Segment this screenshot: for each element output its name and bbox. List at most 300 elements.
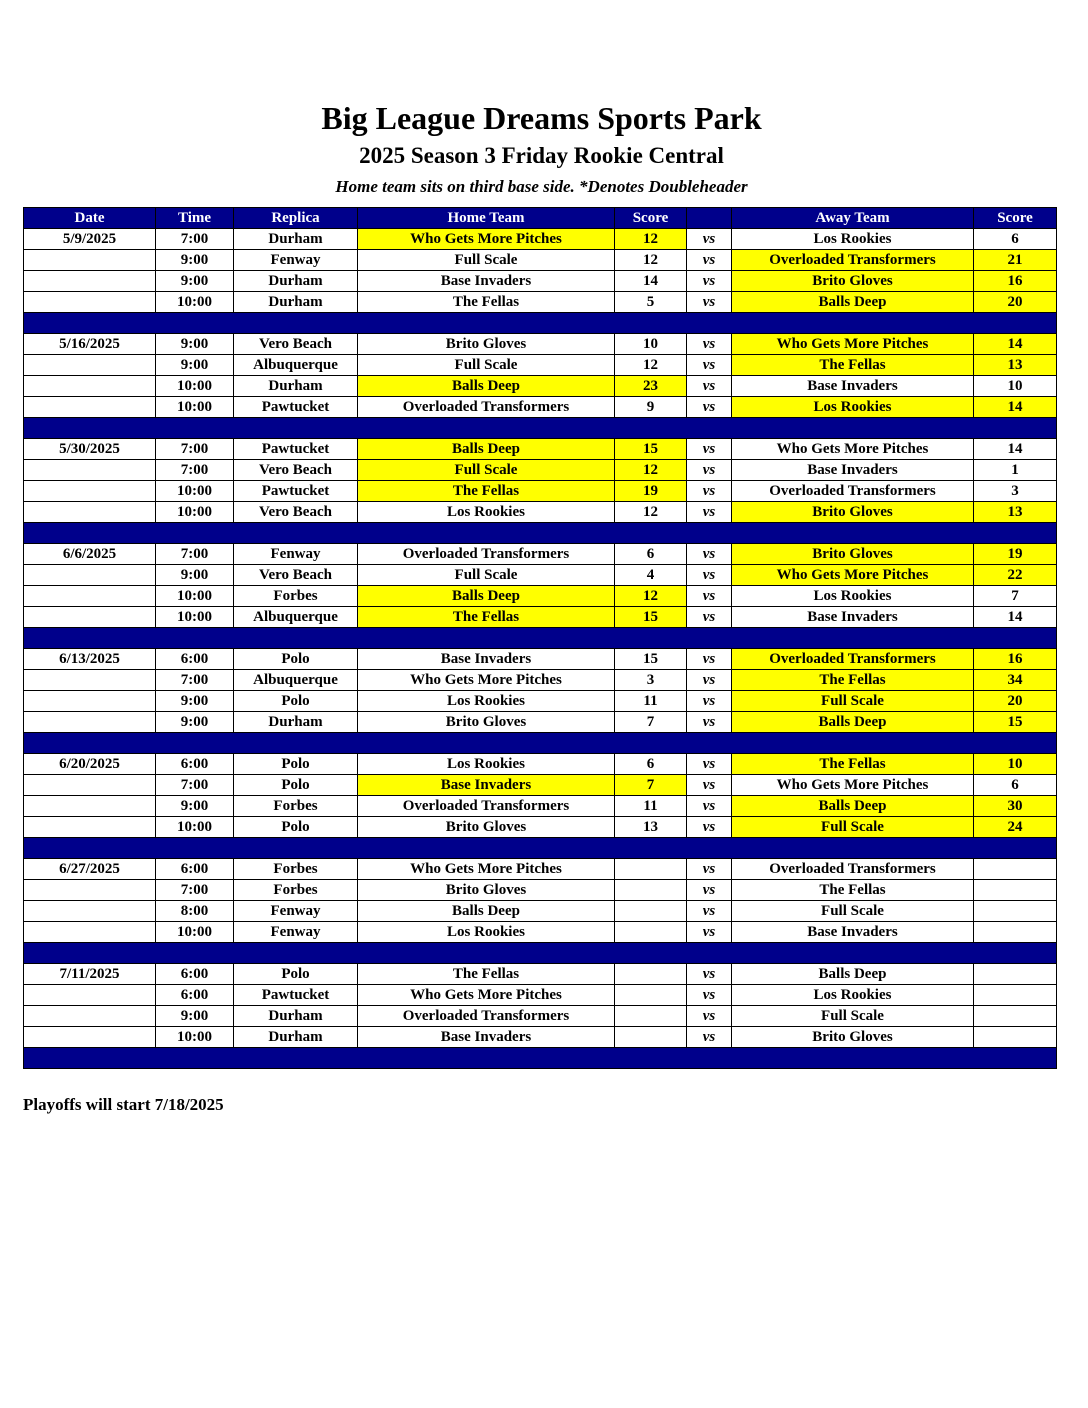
home-team-cell: The Fellas bbox=[358, 292, 615, 313]
schedule-header bbox=[24, 208, 1057, 229]
home-score-cell bbox=[615, 901, 687, 922]
game-row bbox=[24, 250, 1057, 271]
vs-cell: vs bbox=[687, 985, 732, 1006]
vs-cell: vs bbox=[687, 1027, 732, 1048]
vs-cell: vs bbox=[687, 754, 732, 775]
home-score-cell: 14 bbox=[615, 271, 687, 292]
away-score-cell: 13 bbox=[974, 502, 1057, 523]
vs-cell: vs bbox=[687, 817, 732, 838]
home-score-cell: 23 bbox=[615, 376, 687, 397]
separator-bar bbox=[24, 838, 1057, 859]
replica-cell: Polo bbox=[234, 964, 358, 985]
home-team-cell: Full Scale bbox=[358, 460, 615, 481]
game-row bbox=[24, 817, 1057, 838]
home-score-cell: 6 bbox=[615, 754, 687, 775]
game-row bbox=[24, 607, 1057, 628]
home-team-cell: The Fellas bbox=[358, 964, 615, 985]
away-score-cell bbox=[974, 1027, 1057, 1048]
home-score-cell bbox=[615, 922, 687, 943]
away-score-cell: 16 bbox=[974, 271, 1057, 292]
replica-cell: Vero Beach bbox=[234, 502, 358, 523]
date-cell bbox=[24, 502, 156, 523]
away-score-cell: 22 bbox=[974, 565, 1057, 586]
time-cell: 9:00 bbox=[156, 691, 234, 712]
game-row bbox=[24, 376, 1057, 397]
date-cell bbox=[24, 901, 156, 922]
replica-cell: Durham bbox=[234, 1027, 358, 1048]
away-score-cell bbox=[974, 922, 1057, 943]
date-cell bbox=[24, 481, 156, 502]
date-cell bbox=[24, 796, 156, 817]
game-row bbox=[24, 1006, 1057, 1027]
time-cell: 9:00 bbox=[156, 1006, 234, 1027]
time-cell: 6:00 bbox=[156, 754, 234, 775]
time-cell: 7:00 bbox=[156, 775, 234, 796]
date-cell bbox=[24, 607, 156, 628]
replica-cell: Forbes bbox=[234, 586, 358, 607]
home-score-cell bbox=[615, 880, 687, 901]
game-row bbox=[24, 460, 1057, 481]
header-time: Time bbox=[156, 208, 234, 229]
time-cell: 10:00 bbox=[156, 607, 234, 628]
away-score-cell: 14 bbox=[974, 439, 1057, 460]
game-row bbox=[24, 502, 1057, 523]
away-team-cell: Brito Gloves bbox=[732, 271, 974, 292]
home-team-cell: Base Invaders bbox=[358, 649, 615, 670]
away-score-cell bbox=[974, 985, 1057, 1006]
home-team-cell: Base Invaders bbox=[358, 1027, 615, 1048]
header-replica: Replica bbox=[234, 208, 358, 229]
home-score-cell: 13 bbox=[615, 817, 687, 838]
vs-cell: vs bbox=[687, 397, 732, 418]
date-cell bbox=[24, 376, 156, 397]
home-score-cell bbox=[615, 859, 687, 880]
replica-cell: Polo bbox=[234, 691, 358, 712]
date-cell: 5/16/2025 bbox=[24, 334, 156, 355]
date-cell: 7/11/2025 bbox=[24, 964, 156, 985]
time-cell: 9:00 bbox=[156, 271, 234, 292]
home-team-cell: Balls Deep bbox=[358, 586, 615, 607]
replica-cell: Durham bbox=[234, 271, 358, 292]
away-team-cell: Balls Deep bbox=[732, 796, 974, 817]
home-team-cell: Base Invaders bbox=[358, 775, 615, 796]
game-row bbox=[24, 649, 1057, 670]
date-cell bbox=[24, 355, 156, 376]
away-team-cell: Base Invaders bbox=[732, 922, 974, 943]
replica-cell: Albuquerque bbox=[234, 355, 358, 376]
game-row bbox=[24, 481, 1057, 502]
header-home-team: Home Team bbox=[358, 208, 615, 229]
vs-cell: vs bbox=[687, 460, 732, 481]
away-team-cell: The Fellas bbox=[732, 670, 974, 691]
away-score-cell: 1 bbox=[974, 460, 1057, 481]
game-row bbox=[24, 859, 1057, 880]
group-separator bbox=[24, 418, 1057, 439]
home-score-cell: 3 bbox=[615, 670, 687, 691]
away-score-cell: 13 bbox=[974, 355, 1057, 376]
time-cell: 9:00 bbox=[156, 355, 234, 376]
replica-cell: Durham bbox=[234, 376, 358, 397]
header-away-team: Away Team bbox=[732, 208, 974, 229]
vs-cell: vs bbox=[687, 355, 732, 376]
vs-cell: vs bbox=[687, 271, 732, 292]
replica-cell: Pawtucket bbox=[234, 397, 358, 418]
home-team-cell: Los Rookies bbox=[358, 754, 615, 775]
separator-bar bbox=[24, 733, 1057, 754]
away-team-cell: Full Scale bbox=[732, 1006, 974, 1027]
date-cell bbox=[24, 922, 156, 943]
away-team-cell: Base Invaders bbox=[732, 460, 974, 481]
date-cell bbox=[24, 775, 156, 796]
time-cell: 6:00 bbox=[156, 649, 234, 670]
vs-cell: vs bbox=[687, 439, 732, 460]
away-team-cell: Los Rookies bbox=[732, 229, 974, 250]
replica-cell: Albuquerque bbox=[234, 607, 358, 628]
header-date: Date bbox=[24, 208, 156, 229]
away-score-cell: 20 bbox=[974, 292, 1057, 313]
home-score-cell: 15 bbox=[615, 649, 687, 670]
time-cell: 7:00 bbox=[156, 460, 234, 481]
separator-bar bbox=[24, 418, 1057, 439]
time-cell: 9:00 bbox=[156, 565, 234, 586]
vs-cell: vs bbox=[687, 481, 732, 502]
away-score-cell: 34 bbox=[974, 670, 1057, 691]
home-score-cell: 19 bbox=[615, 481, 687, 502]
home-score-cell: 11 bbox=[615, 691, 687, 712]
away-team-cell: Base Invaders bbox=[732, 376, 974, 397]
replica-cell: Polo bbox=[234, 817, 358, 838]
home-score-cell: 12 bbox=[615, 355, 687, 376]
separator-bar bbox=[24, 523, 1057, 544]
date-cell: 6/13/2025 bbox=[24, 649, 156, 670]
home-team-cell: Balls Deep bbox=[358, 901, 615, 922]
schedule-body bbox=[24, 229, 1057, 1069]
replica-cell: Durham bbox=[234, 229, 358, 250]
away-score-cell: 10 bbox=[974, 376, 1057, 397]
replica-cell: Vero Beach bbox=[234, 334, 358, 355]
vs-cell: vs bbox=[687, 670, 732, 691]
home-score-cell: 12 bbox=[615, 229, 687, 250]
away-score-cell: 10 bbox=[974, 754, 1057, 775]
home-score-cell: 10 bbox=[615, 334, 687, 355]
away-score-cell: 14 bbox=[974, 334, 1057, 355]
page-title: Big League Dreams Sports Park bbox=[321, 100, 762, 136]
vs-cell: vs bbox=[687, 649, 732, 670]
home-team-cell: Full Scale bbox=[358, 355, 615, 376]
game-row bbox=[24, 334, 1057, 355]
replica-cell: Fenway bbox=[234, 922, 358, 943]
game-row bbox=[24, 712, 1057, 733]
time-cell: 10:00 bbox=[156, 817, 234, 838]
time-cell: 9:00 bbox=[156, 334, 234, 355]
away-team-cell: Base Invaders bbox=[732, 607, 974, 628]
date-cell: 5/9/2025 bbox=[24, 229, 156, 250]
time-cell: 6:00 bbox=[156, 985, 234, 1006]
vs-cell: vs bbox=[687, 691, 732, 712]
away-team-cell: Los Rookies bbox=[732, 397, 974, 418]
game-row bbox=[24, 271, 1057, 292]
time-cell: 10:00 bbox=[156, 376, 234, 397]
away-team-cell: Who Gets More Pitches bbox=[732, 565, 974, 586]
away-score-cell: 30 bbox=[974, 796, 1057, 817]
away-team-cell: Overloaded Transformers bbox=[732, 481, 974, 502]
away-score-cell: 14 bbox=[974, 397, 1057, 418]
game-row bbox=[24, 670, 1057, 691]
away-score-cell: 14 bbox=[974, 607, 1057, 628]
date-cell bbox=[24, 397, 156, 418]
replica-cell: Forbes bbox=[234, 880, 358, 901]
page-subtitle: 2025 Season 3 Friday Rookie Central bbox=[359, 143, 724, 168]
group-separator bbox=[24, 313, 1057, 334]
group-separator bbox=[24, 838, 1057, 859]
vs-cell: vs bbox=[687, 334, 732, 355]
game-row bbox=[24, 1027, 1057, 1048]
page-note: Home team sits on third base side. *Denotes Doubleheader bbox=[335, 177, 748, 196]
away-team-cell: Who Gets More Pitches bbox=[732, 334, 974, 355]
away-score-cell: 24 bbox=[974, 817, 1057, 838]
separator-bar bbox=[24, 628, 1057, 649]
away-team-cell: Full Scale bbox=[732, 691, 974, 712]
header-row bbox=[24, 208, 1057, 229]
home-team-cell: The Fellas bbox=[358, 481, 615, 502]
home-score-cell: 12 bbox=[615, 250, 687, 271]
date-cell: 6/27/2025 bbox=[24, 859, 156, 880]
time-cell: 9:00 bbox=[156, 796, 234, 817]
game-row bbox=[24, 691, 1057, 712]
game-row bbox=[24, 586, 1057, 607]
home-score-cell: 7 bbox=[615, 775, 687, 796]
replica-cell: Vero Beach bbox=[234, 565, 358, 586]
game-row bbox=[24, 880, 1057, 901]
replica-cell: Fenway bbox=[234, 901, 358, 922]
game-row bbox=[24, 439, 1057, 460]
date-cell bbox=[24, 691, 156, 712]
home-score-cell bbox=[615, 964, 687, 985]
home-team-cell: Brito Gloves bbox=[358, 817, 615, 838]
away-team-cell: Full Scale bbox=[732, 817, 974, 838]
group-separator bbox=[24, 943, 1057, 964]
vs-cell: vs bbox=[687, 964, 732, 985]
separator-bar bbox=[24, 943, 1057, 964]
replica-cell: Vero Beach bbox=[234, 460, 358, 481]
home-score-cell: 15 bbox=[615, 439, 687, 460]
time-cell: 10:00 bbox=[156, 502, 234, 523]
game-row bbox=[24, 397, 1057, 418]
time-cell: 7:00 bbox=[156, 439, 234, 460]
vs-cell: vs bbox=[687, 544, 732, 565]
game-row bbox=[24, 964, 1057, 985]
away-score-cell bbox=[974, 1006, 1057, 1027]
away-team-cell: The Fellas bbox=[732, 754, 974, 775]
date-cell: 5/30/2025 bbox=[24, 439, 156, 460]
replica-cell: Pawtucket bbox=[234, 985, 358, 1006]
home-team-cell: Base Invaders bbox=[358, 271, 615, 292]
away-score-cell: 6 bbox=[974, 775, 1057, 796]
home-team-cell: Overloaded Transformers bbox=[358, 796, 615, 817]
away-score-cell bbox=[974, 859, 1057, 880]
replica-cell: Durham bbox=[234, 292, 358, 313]
time-cell: 7:00 bbox=[156, 229, 234, 250]
time-cell: 8:00 bbox=[156, 901, 234, 922]
playoffs-note: Playoffs will start 7/18/2025 bbox=[23, 1095, 224, 1114]
date-cell bbox=[24, 985, 156, 1006]
date-cell bbox=[24, 565, 156, 586]
away-team-cell: Overloaded Transformers bbox=[732, 250, 974, 271]
group-separator bbox=[24, 628, 1057, 649]
home-score-cell: 12 bbox=[615, 502, 687, 523]
vs-cell: vs bbox=[687, 880, 732, 901]
home-team-cell: Brito Gloves bbox=[358, 880, 615, 901]
home-team-cell: Overloaded Transformers bbox=[358, 397, 615, 418]
replica-cell: Fenway bbox=[234, 544, 358, 565]
game-row bbox=[24, 754, 1057, 775]
away-team-cell: Balls Deep bbox=[732, 292, 974, 313]
time-cell: 10:00 bbox=[156, 292, 234, 313]
home-team-cell: Full Scale bbox=[358, 250, 615, 271]
home-team-cell: Who Gets More Pitches bbox=[358, 229, 615, 250]
home-team-cell: Brito Gloves bbox=[358, 712, 615, 733]
schedule-table bbox=[23, 207, 1057, 1069]
away-score-cell bbox=[974, 964, 1057, 985]
away-score-cell: 21 bbox=[974, 250, 1057, 271]
vs-cell: vs bbox=[687, 901, 732, 922]
away-team-cell: Overloaded Transformers bbox=[732, 649, 974, 670]
home-score-cell: 5 bbox=[615, 292, 687, 313]
game-row bbox=[24, 565, 1057, 586]
home-score-cell: 6 bbox=[615, 544, 687, 565]
away-score-cell bbox=[974, 901, 1057, 922]
home-team-cell: Balls Deep bbox=[358, 439, 615, 460]
group-separator bbox=[24, 733, 1057, 754]
away-team-cell: The Fellas bbox=[732, 355, 974, 376]
time-cell: 10:00 bbox=[156, 481, 234, 502]
date-cell bbox=[24, 880, 156, 901]
home-score-cell: 9 bbox=[615, 397, 687, 418]
home-score-cell bbox=[615, 985, 687, 1006]
replica-cell: Forbes bbox=[234, 859, 358, 880]
vs-cell: vs bbox=[687, 796, 732, 817]
replica-cell: Forbes bbox=[234, 796, 358, 817]
away-team-cell: Los Rookies bbox=[732, 985, 974, 1006]
date-cell bbox=[24, 460, 156, 481]
vs-cell: vs bbox=[687, 502, 732, 523]
time-cell: 10:00 bbox=[156, 1027, 234, 1048]
away-score-cell: 20 bbox=[974, 691, 1057, 712]
away-team-cell: Balls Deep bbox=[732, 964, 974, 985]
home-team-cell: The Fellas bbox=[358, 607, 615, 628]
game-row bbox=[24, 229, 1057, 250]
home-team-cell: Los Rookies bbox=[358, 502, 615, 523]
away-team-cell: Who Gets More Pitches bbox=[732, 439, 974, 460]
time-cell: 7:00 bbox=[156, 670, 234, 691]
game-row bbox=[24, 922, 1057, 943]
vs-cell: vs bbox=[687, 250, 732, 271]
replica-cell: Polo bbox=[234, 649, 358, 670]
vs-cell: vs bbox=[687, 292, 732, 313]
away-score-cell: 7 bbox=[974, 586, 1057, 607]
vs-cell: vs bbox=[687, 922, 732, 943]
date-cell bbox=[24, 670, 156, 691]
home-team-cell: Overloaded Transformers bbox=[358, 1006, 615, 1027]
header-vs bbox=[687, 208, 732, 229]
vs-cell: vs bbox=[687, 586, 732, 607]
vs-cell: vs bbox=[687, 1006, 732, 1027]
date-cell: 6/6/2025 bbox=[24, 544, 156, 565]
game-row bbox=[24, 544, 1057, 565]
date-cell bbox=[24, 712, 156, 733]
time-cell: 7:00 bbox=[156, 544, 234, 565]
time-cell: 9:00 bbox=[156, 250, 234, 271]
vs-cell: vs bbox=[687, 565, 732, 586]
away-team-cell: Full Scale bbox=[732, 901, 974, 922]
date-cell: 6/20/2025 bbox=[24, 754, 156, 775]
game-row bbox=[24, 901, 1057, 922]
game-row bbox=[24, 985, 1057, 1006]
home-score-cell bbox=[615, 1006, 687, 1027]
game-row bbox=[24, 796, 1057, 817]
home-score-cell bbox=[615, 1027, 687, 1048]
home-team-cell: Los Rookies bbox=[358, 922, 615, 943]
vs-cell: vs bbox=[687, 376, 732, 397]
group-separator bbox=[24, 523, 1057, 544]
away-team-cell: Brito Gloves bbox=[732, 544, 974, 565]
replica-cell: Pawtucket bbox=[234, 481, 358, 502]
game-row bbox=[24, 775, 1057, 796]
vs-cell: vs bbox=[687, 229, 732, 250]
time-cell: 10:00 bbox=[156, 397, 234, 418]
time-cell: 6:00 bbox=[156, 964, 234, 985]
date-cell bbox=[24, 250, 156, 271]
away-team-cell: Overloaded Transformers bbox=[732, 859, 974, 880]
home-team-cell: Overloaded Transformers bbox=[358, 544, 615, 565]
header-away-score: Score bbox=[974, 208, 1057, 229]
away-team-cell: The Fellas bbox=[732, 880, 974, 901]
vs-cell: vs bbox=[687, 712, 732, 733]
date-cell bbox=[24, 292, 156, 313]
home-score-cell: 4 bbox=[615, 565, 687, 586]
home-score-cell: 7 bbox=[615, 712, 687, 733]
time-cell: 7:00 bbox=[156, 880, 234, 901]
vs-cell: vs bbox=[687, 859, 732, 880]
date-cell bbox=[24, 271, 156, 292]
separator-bar bbox=[24, 313, 1057, 334]
home-score-cell: 12 bbox=[615, 586, 687, 607]
replica-cell: Fenway bbox=[234, 250, 358, 271]
home-team-cell: Brito Gloves bbox=[358, 334, 615, 355]
replica-cell: Polo bbox=[234, 775, 358, 796]
group-separator bbox=[24, 1048, 1057, 1069]
away-team-cell: Balls Deep bbox=[732, 712, 974, 733]
home-team-cell: Balls Deep bbox=[358, 376, 615, 397]
away-score-cell: 15 bbox=[974, 712, 1057, 733]
away-team-cell: Brito Gloves bbox=[732, 502, 974, 523]
vs-cell: vs bbox=[687, 775, 732, 796]
home-team-cell: Who Gets More Pitches bbox=[358, 670, 615, 691]
away-team-cell: Who Gets More Pitches bbox=[732, 775, 974, 796]
separator-bar bbox=[24, 1048, 1057, 1069]
home-team-cell: Who Gets More Pitches bbox=[358, 985, 615, 1006]
home-score-cell: 11 bbox=[615, 796, 687, 817]
date-cell bbox=[24, 1006, 156, 1027]
home-score-cell: 15 bbox=[615, 607, 687, 628]
game-row bbox=[24, 355, 1057, 376]
time-cell: 10:00 bbox=[156, 922, 234, 943]
vs-cell: vs bbox=[687, 607, 732, 628]
time-cell: 10:00 bbox=[156, 586, 234, 607]
away-score-cell bbox=[974, 880, 1057, 901]
header-home-score: Score bbox=[615, 208, 687, 229]
away-score-cell: 6 bbox=[974, 229, 1057, 250]
